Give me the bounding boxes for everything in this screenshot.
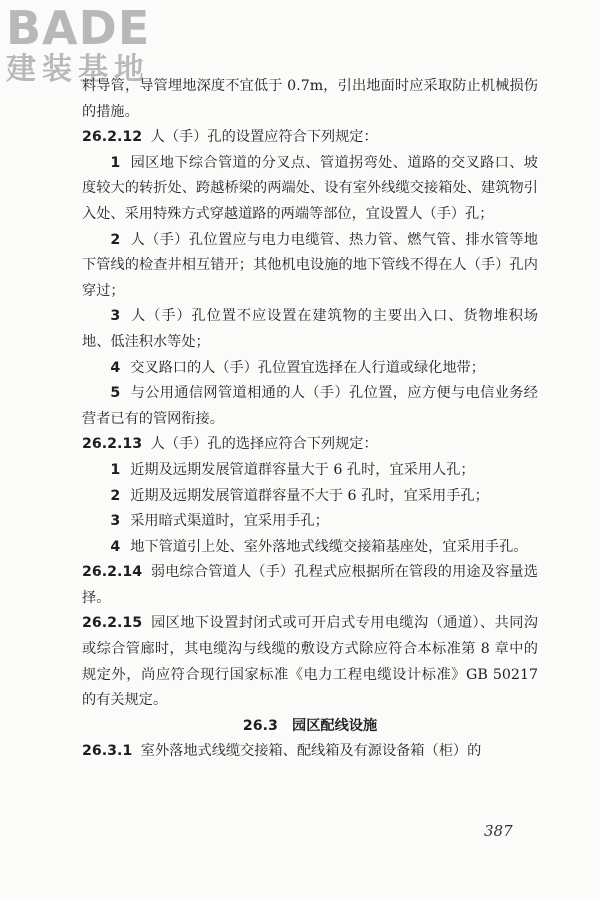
item-number: 4 [110, 538, 121, 555]
clause-number: 26.2.15 [82, 615, 143, 632]
page-body [82, 74, 538, 765]
item-number: 2 [110, 231, 121, 248]
item-number: 3 [110, 513, 121, 530]
watermark-english: BADE [6, 1, 151, 55]
clause-number: 26.2.12 [82, 129, 143, 146]
clause-26-2-14 [82, 560, 538, 611]
list-item [82, 151, 538, 228]
item-number: 3 [110, 308, 121, 325]
clause-text: 室外落地式线缆交接箱、配线箱及有源设备箱（柜）的 [140, 743, 482, 760]
item-text: 人（手）孔位置不应设置在建筑物的主要出入口、货物堆积场地、低洼积水等处； [82, 308, 538, 350]
clause-26-2-15 [82, 611, 538, 713]
item-number: 1 [110, 461, 121, 478]
clause-text: 园区地下设置封闭式或可开启式专用电缆沟（通道）、共同沟或综合管廊时，其电缆沟与线缆的敷设方式除应符合本标准第 8 章中的规定外，尚应符合现行国家标准《电力工程电缆设计标准》GB 50217 的有关规定。 [82, 615, 538, 709]
clause-26-2-12 [82, 125, 538, 151]
page-number: 387 [484, 822, 513, 840]
list-item [82, 484, 538, 510]
item-number: 5 [110, 385, 121, 402]
list-item [82, 356, 538, 382]
item-text: 园区地下综合管道的分叉点、管道拐弯处、道路的交叉路口、坡度较大的转折处、跨越桥梁的两端处、设有室外线缆交接箱处、建筑物引入处、采用特殊方式穿越道路的两端等部位，宜设置人（手）孔； [82, 154, 538, 222]
list-item [82, 509, 538, 535]
clause-number: 26.3.1 [82, 743, 133, 760]
item-text: 采用暗式渠道时，宜采用手孔； [130, 513, 329, 530]
list-item [82, 535, 538, 561]
intro-paragraph: 料导管，导管埋地深度不宜低于 0.7m，引出地面时应采取防止机械损伤的措施。 [82, 78, 538, 120]
clause-number: 26.2.14 [82, 564, 143, 581]
item-text: 近期及远期发展管道群容量大于 6 孔时，宜采用人孔； [130, 461, 475, 478]
clause-26-3-1 [82, 739, 538, 765]
clause-number: 26.2.13 [82, 436, 143, 453]
item-text: 人（手）孔位置应与电力电缆管、热力管、燃气管、排水管等地下管线的检查井相互错开；其他机电设施的地下管线不得在人（手）孔内穿过； [82, 231, 538, 299]
list-item [82, 381, 538, 432]
section-number: 26.3 [242, 717, 278, 734]
clause-text: 人（手）孔的设置应符合下列规定： [150, 129, 378, 146]
section-title: 园区配线设施 [292, 717, 378, 734]
watermark-chinese: 建装基地 [6, 52, 150, 87]
item-text: 近期及远期发展管道群容量不大于 6 孔时，宜采用手孔； [130, 487, 489, 504]
item-number: 4 [110, 359, 121, 376]
item-text: 交叉路口的人（手）孔位置宜选择在人行道或绿化地带； [130, 359, 485, 376]
list-item [82, 304, 538, 355]
clause-text: 人（手）孔的选择应符合下列规定： [150, 436, 378, 453]
section-heading [82, 714, 538, 740]
item-number: 1 [110, 154, 121, 171]
clause-text: 弱电综合管道人（手）孔程式应根据所在管段的用途及容量选择。 [82, 564, 538, 606]
item-number: 2 [110, 487, 121, 504]
list-item [82, 458, 538, 484]
list-item [82, 228, 538, 305]
item-text: 与公用通信网管道相通的人（手）孔位置，应方便与电信业务经营者已有的管网衔接。 [82, 385, 538, 427]
item-text: 地下管道引上处、室外落地式线缆交接箱基座处，宜采用手孔。 [130, 538, 528, 555]
clause-26-2-13 [82, 432, 538, 458]
